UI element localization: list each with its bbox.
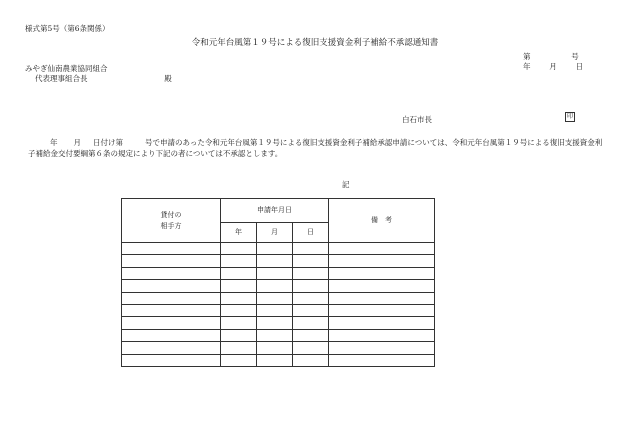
year-cell <box>221 292 257 304</box>
borrower-cell <box>122 342 221 354</box>
table-row <box>122 280 435 292</box>
table-row <box>122 243 435 255</box>
body-month: 月 <box>73 138 81 147</box>
applicant-table <box>121 198 435 367</box>
borrower-cell <box>122 304 221 316</box>
header-application-date: 申請年月日 <box>221 199 329 223</box>
year-cell <box>221 267 257 279</box>
body-year: 年 <box>50 138 58 147</box>
day-cell <box>293 280 329 292</box>
date-year: 年 <box>523 62 531 71</box>
borrower-cell <box>122 329 221 341</box>
day-cell <box>293 342 329 354</box>
day-cell <box>293 317 329 329</box>
day-cell <box>293 354 329 366</box>
issue-date <box>523 63 583 71</box>
date-month: 月 <box>549 62 557 71</box>
seal-stamp: 印 <box>566 113 573 120</box>
remarks-cell <box>329 304 435 316</box>
table-row <box>122 342 435 354</box>
header-remarks: 備 考 <box>329 199 435 243</box>
form-label: 様式第5号（第6条関係） <box>25 24 110 33</box>
remarks-cell <box>329 329 435 341</box>
borrower-cell <box>122 292 221 304</box>
month-cell <box>257 329 293 341</box>
remarks-cell <box>329 255 435 267</box>
year-cell <box>221 304 257 316</box>
table-row <box>122 317 435 329</box>
month-cell <box>257 304 293 316</box>
body-date-prefix: 日付け第 <box>93 138 123 147</box>
day-cell <box>293 329 329 341</box>
day-cell <box>293 243 329 255</box>
issuer-name: 白石市長 <box>402 115 432 124</box>
borrower-cell <box>122 317 221 329</box>
table-row <box>122 292 435 304</box>
day-cell <box>293 292 329 304</box>
borrower-cell <box>122 243 221 255</box>
year-cell <box>221 342 257 354</box>
header-borrower-line2: 相手方 <box>160 221 182 230</box>
year-cell <box>221 280 257 292</box>
month-cell <box>257 292 293 304</box>
month-cell <box>257 243 293 255</box>
month-cell <box>257 280 293 292</box>
day-cell <box>293 304 329 316</box>
document-title: 令和元年台風第１９号による復旧支援資金利子補給不承認通知書 <box>191 38 439 48</box>
borrower-cell <box>122 255 221 267</box>
borrower-cell <box>122 267 221 279</box>
month-cell <box>257 342 293 354</box>
borrower-cell <box>122 280 221 292</box>
year-cell <box>221 243 257 255</box>
borrower-cell <box>122 354 221 366</box>
table-row <box>122 304 435 316</box>
month-cell <box>257 267 293 279</box>
day-cell <box>293 255 329 267</box>
header-month: 月 <box>257 223 293 243</box>
date-day: 日 <box>575 62 584 71</box>
month-cell <box>257 255 293 267</box>
remarks-cell <box>329 243 435 255</box>
table-row <box>122 255 435 267</box>
remarks-cell <box>329 317 435 329</box>
year-cell <box>221 354 257 366</box>
recipient-role <box>35 75 172 83</box>
header-borrower-line1: 貸付の <box>160 210 182 219</box>
doc-number-suffix: 号 <box>571 52 579 61</box>
ki-marker: 記 <box>342 180 350 189</box>
header-day: 日 <box>293 223 329 243</box>
remarks-cell <box>329 267 435 279</box>
day-cell <box>293 267 329 279</box>
notice-body <box>28 137 608 159</box>
doc-number-prefix: 第 <box>523 52 531 61</box>
table-row <box>122 267 435 279</box>
month-cell <box>257 354 293 366</box>
remarks-cell <box>329 280 435 292</box>
body-rest: 号で申請のあった令和元年台風第１９号による復旧支援資金利子補給承認申請については、令和元年台風第１９号による復旧支援資金利子補給金交付要綱第６条の規定により下記の者については不承認とします。 <box>28 138 603 158</box>
document-number <box>523 53 579 61</box>
remarks-cell <box>329 292 435 304</box>
remarks-cell <box>329 342 435 354</box>
year-cell <box>221 317 257 329</box>
month-cell <box>257 317 293 329</box>
recipient-honorific: 殿 <box>164 74 172 83</box>
year-cell <box>221 329 257 341</box>
remarks-cell <box>329 354 435 366</box>
body-full-text <box>0 0 1 1</box>
header-year: 年 <box>221 223 257 243</box>
table-row <box>122 329 435 341</box>
recipient-role-text: 代表理事組合長 <box>35 74 88 83</box>
table-row <box>122 354 435 366</box>
recipient-organization: みやぎ仙南農業協同組合 <box>25 64 108 73</box>
header-borrower <box>122 199 221 243</box>
year-cell <box>221 255 257 267</box>
